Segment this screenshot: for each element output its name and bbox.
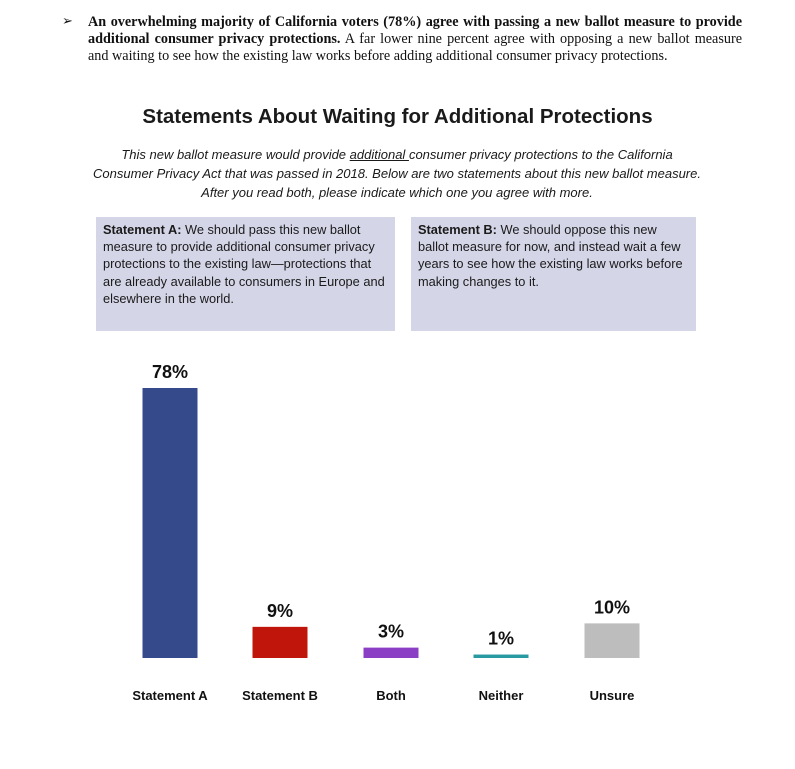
statement-b-text: We should oppose this new ballot measure for now, and instead wait a few years to see how the existing law works before making changes to it.: [418, 222, 683, 289]
category-label-both: Both: [376, 688, 406, 703]
value-label-statement-b: 9%: [266, 600, 294, 621]
category-label-statement-b: Statement B: [242, 688, 318, 703]
arrow-bullet-icon: ➢: [62, 14, 73, 29]
question-part2: consumer privacy protections to the California Consumer Privacy Act that was passed in 2018. Below are two statements about this new ballot measure. After you read both, please indicate which one you agree with more.: [93, 147, 701, 200]
summary-bold-text: An overwhelming majority of California voters (78%) agree with passing a new ballot measure to provide additional consumer privacy protections.: [88, 14, 742, 48]
category-label-neither: Neither: [478, 688, 524, 703]
statement-a-label: Statement A:: [103, 222, 182, 237]
bar-both: [364, 648, 419, 658]
chart-title: Statements About Waiting for Additional Protections: [142, 105, 653, 128]
bar-neither: [474, 655, 529, 658]
value-label-neither: 1%: [487, 628, 515, 649]
value-label-statement-a: 78%: [151, 362, 189, 382]
value-label-unsure: 10%: [593, 597, 631, 618]
value-label-both: 3%: [377, 621, 405, 642]
category-label-unsure: Unsure: [589, 688, 635, 703]
summary-rest-text: A far lower nine percent agree with opposing a new ballot measure and waiting to see how the existing law works before adding additional consumer privacy protections.: [88, 31, 742, 65]
bar-statement-a: [143, 388, 198, 658]
bar-statement-b: [253, 627, 308, 658]
statement-a-text: We should pass this new ballot measure to provide additional consumer privacy protections to the existing law—protections that are already available to consumers in Europe and elsewhere in the world.: [103, 222, 385, 306]
statement-b-label: Statement B:: [418, 222, 497, 237]
question-part1: This new ballot measure would provide: [121, 147, 350, 162]
question-underlined: additional: [349, 147, 409, 162]
category-label-statement-a: Statement A: [132, 688, 208, 703]
bar-unsure: [585, 623, 640, 658]
